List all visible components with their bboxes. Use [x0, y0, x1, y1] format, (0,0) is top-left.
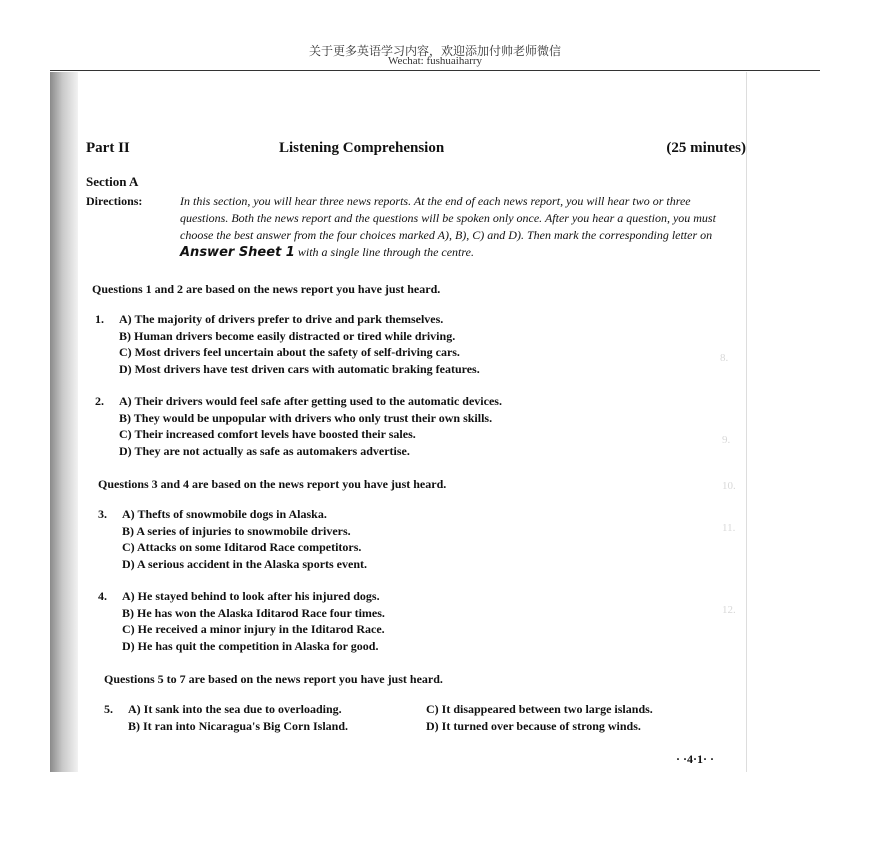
question-options: [119, 311, 480, 377]
question-number: 2.: [95, 394, 104, 408]
bleed-through-mark: 12.: [722, 604, 736, 616]
option-row: [128, 701, 653, 718]
part-label: Part II: [86, 140, 130, 156]
question-group-title: Questions 1 and 2 are based on the news report you have just heard.: [92, 282, 441, 296]
bleed-through-mark: 9.: [722, 434, 731, 446]
directions-block: [86, 193, 746, 261]
scan-page-shadow: [50, 72, 78, 772]
option-d: D) A serious accident in the Alaska sports event.: [122, 556, 368, 571]
option-b: B) It ran into Nicaragua's Big Corn Island.: [128, 718, 349, 733]
question-group-title: Questions 3 and 4 are based on the news report you have just heard.: [98, 477, 447, 491]
option-d: D) He has quit the competition in Alaska for good.: [122, 638, 379, 653]
question-5: [104, 701, 746, 734]
directions-end: with a single line through the centre.: [297, 245, 474, 259]
option-d: D) They are not actually as safe as automakers advertise.: [119, 443, 410, 458]
header-divider: [50, 70, 820, 71]
option-a: A) It sank into the sea due to overloading.: [128, 702, 342, 716]
directions-label: Directions:: [86, 194, 143, 208]
option-c: C) Attacks on some Iditarod Race competitors.: [122, 540, 362, 554]
bleed-through-mark: 11.: [722, 522, 736, 534]
option-d: D) Most drivers have test driven cars with automatic braking features.: [119, 361, 480, 376]
option-a: A) He stayed behind to look after his injured dogs.: [122, 589, 380, 603]
part-heading: [86, 130, 746, 160]
question-number: 5.: [104, 702, 113, 716]
question-options: [122, 506, 367, 572]
directions-body: In this section, you will hear three news reports. At the end of each news report, you will hear two or three questions. Both the news report and the questions will be spoken only once. After you hear a question, you must choose the best answer from the four choices marked A), B), C) and D). Then mark the corresponding letter on: [180, 194, 716, 242]
question-4: [98, 588, 746, 654]
option-d: D) It turned over because of strong winds.: [426, 718, 641, 733]
option-c: C) He received a minor injury in the Iditarod Race.: [122, 622, 385, 636]
option-b: B) Human drivers become easily distracted or tired while driving.: [119, 328, 456, 343]
answer-sheet-label: Answer Sheet 1: [180, 245, 295, 260]
question-options: [119, 393, 502, 459]
option-b: B) He has won the Alaska Iditarod Race four times.: [122, 605, 385, 620]
question-number: 4.: [98, 589, 107, 603]
option-b: B) They would be unpopular with drivers who only trust their own skills.: [119, 410, 493, 425]
option-b: B) A series of injuries to snowmobile drivers.: [122, 523, 351, 538]
option-a: A) The majority of drivers prefer to drive and park themselves.: [119, 312, 444, 326]
option-row: [128, 718, 653, 735]
header-wechat-line: Wechat: fushuaiharry: [387, 55, 483, 67]
question-3: [98, 506, 746, 572]
part-title: Listening Comprehension: [279, 140, 445, 156]
question-group-title: Questions 5 to 7 are based on the news report you have just heard.: [104, 672, 443, 686]
page-number: · ·4·1· ·: [676, 752, 715, 766]
option-a: A) Thefts of snowmobile dogs in Alaska.: [122, 507, 327, 521]
question-options: [128, 701, 653, 734]
bleed-through-mark: 10.: [722, 480, 736, 492]
option-c: C) Their increased comfort levels have boosted their sales.: [119, 427, 416, 441]
directions-text: [180, 193, 736, 261]
question-1: [95, 311, 746, 377]
option-c: C) It disappeared between two large islands.: [426, 702, 653, 716]
header-chinese-line: 关于更多英语学习内容，欢迎添加付帅老师微信: [308, 44, 561, 58]
part-time: (25 minutes): [666, 140, 746, 156]
bleed-through-mark: 8.: [720, 352, 729, 364]
question-number: 3.: [98, 507, 107, 521]
question-2: [95, 393, 746, 459]
section-title: Section A: [86, 174, 139, 189]
option-a: A) Their drivers would feel safe after getting used to the automatic devices.: [119, 394, 502, 408]
scan-page-edge: [746, 72, 747, 772]
question-number: 1.: [95, 312, 104, 326]
exam-page: [86, 130, 746, 734]
option-c: C) Most drivers feel uncertain about the safety of self-driving cars.: [119, 345, 460, 359]
question-options: [122, 588, 385, 654]
